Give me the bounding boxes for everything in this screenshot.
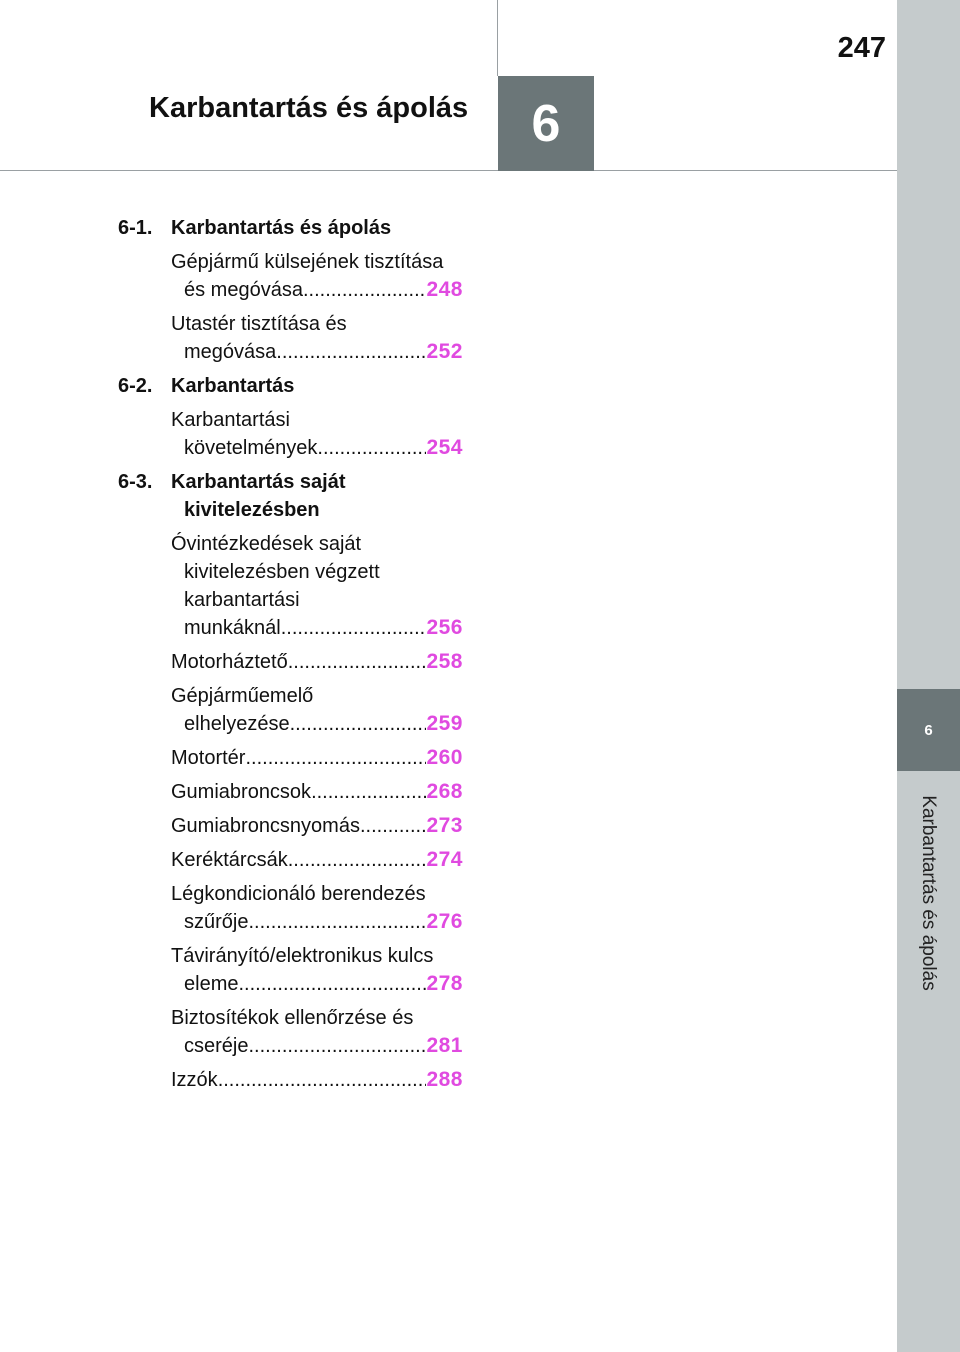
toc-page-link[interactable]: 252 [426, 340, 463, 363]
toc-entry-text: cseréje [184, 1035, 249, 1057]
toc-entry-last-line [184, 1032, 463, 1060]
toc-leader-dots [248, 908, 426, 936]
toc-section [118, 214, 463, 242]
toc-leader-dots [281, 614, 427, 642]
toc-page-link[interactable]: 268 [426, 780, 463, 803]
toc-entry[interactable] [171, 880, 463, 936]
toc-entry-last-line [184, 276, 463, 304]
toc-entry[interactable] [171, 406, 463, 462]
toc-section [118, 372, 463, 400]
toc-entry-line: Gépjárműemelő [171, 685, 314, 707]
toc-entry-line: Utastér tisztítása és [171, 313, 347, 335]
toc-leader-dots [311, 778, 426, 806]
toc-page-link[interactable]: 273 [426, 814, 463, 837]
side-chapter-tab[interactable]: 6 [897, 689, 960, 771]
toc-entry[interactable] [171, 1004, 463, 1060]
toc-entry-line: Biztosítékok ellenőrzése és [171, 1007, 414, 1029]
side-strip [897, 0, 960, 1352]
toc-entry-last-line [184, 908, 463, 936]
chapter-number-box: 6 [498, 76, 594, 171]
toc-entry[interactable] [171, 778, 463, 806]
toc-entry-last-line [184, 434, 463, 462]
toc-entry-text: Motorháztető [171, 651, 288, 673]
toc-section-title: Karbantartás és ápolás [171, 217, 392, 239]
chapter-title: Karbantartás és ápolás [149, 92, 469, 124]
toc-entry-last-line [171, 1066, 463, 1094]
toc-page-link[interactable]: 278 [426, 972, 463, 995]
toc-entry-last-line [184, 710, 463, 738]
toc-page-link[interactable]: 276 [426, 910, 463, 933]
toc-entry-last-line [171, 846, 463, 874]
toc-entry[interactable] [171, 846, 463, 874]
toc-entry[interactable] [171, 744, 463, 772]
toc-entry[interactable] [171, 310, 463, 366]
toc-entry-text: Gumiabroncsnyomás [171, 815, 360, 837]
toc-entry-last-line [184, 614, 463, 642]
toc-entry[interactable] [171, 682, 463, 738]
toc-section-number: 6-3. [118, 471, 153, 493]
toc-entry-line: Gépjármű külsejének tisztítása [171, 251, 444, 273]
toc-entry-text: Motortér [171, 747, 246, 769]
side-chapter-label: Karbantartás és ápolás [918, 795, 939, 991]
toc-entry-last-line [184, 970, 463, 998]
toc-entry-text: követelmények [184, 437, 318, 459]
toc-leader-dots [245, 744, 426, 772]
toc-leader-dots [218, 1066, 427, 1094]
toc-page-link[interactable]: 248 [426, 278, 463, 301]
toc-leader-dots [248, 1032, 426, 1060]
toc-entry-line: kivitelezésben végzett [184, 561, 380, 583]
toc-entry-last-line [184, 338, 463, 366]
toc-entry-last-line [171, 778, 463, 806]
toc-page-link[interactable]: 258 [426, 650, 463, 673]
toc-leader-dots [288, 648, 427, 676]
header-divider-horizontal [0, 170, 897, 171]
toc-leader-dots [238, 970, 426, 998]
toc-entry[interactable] [171, 942, 463, 998]
toc-entry-line: Légkondicionáló berendezés [171, 883, 426, 905]
toc-page-link[interactable]: 260 [426, 746, 463, 769]
toc-section-title: Karbantartás saját kivitelezésben [171, 471, 346, 521]
toc-section-number: 6-2. [118, 375, 153, 397]
toc-leader-dots [317, 434, 426, 462]
toc-entry-text: Keréktárcsák [171, 849, 288, 871]
toc-section [118, 468, 463, 524]
toc-entry-line: karbantartási [184, 589, 300, 611]
toc-entry-last-line [171, 744, 463, 772]
toc-entry-text: eleme [184, 973, 239, 995]
toc-entry[interactable] [171, 1066, 463, 1094]
toc-page-link[interactable]: 281 [426, 1034, 463, 1057]
toc-entry-line: Óvintézkedések saját [171, 533, 362, 555]
toc-entry[interactable] [171, 812, 463, 840]
toc-page-link[interactable]: 256 [426, 616, 463, 639]
toc-leader-dots [303, 276, 426, 304]
page-number: 247 [837, 32, 886, 64]
toc-entry-text: szűrője [184, 911, 249, 933]
toc-entry-line: Távirányító/elektronikus kulcs [171, 945, 434, 967]
toc-leader-dots [288, 846, 427, 874]
toc-entry-line: Karbantartási [171, 409, 290, 431]
toc-entry-last-line [171, 648, 463, 676]
toc-page-link[interactable]: 288 [426, 1068, 463, 1091]
toc-leader-dots [360, 812, 426, 840]
toc-entry-text: megóvása [184, 341, 277, 363]
toc-entry-text: munkáknál [184, 617, 281, 639]
toc-page-link[interactable]: 274 [426, 848, 463, 871]
toc-section-number: 6-1. [118, 217, 153, 239]
toc-entry[interactable] [171, 248, 463, 304]
toc-entry-last-line [171, 812, 463, 840]
toc-entry-text: elhelyezése [184, 713, 290, 735]
toc-page-link[interactable]: 259 [426, 712, 463, 735]
toc-entry-text: Izzók [171, 1069, 218, 1091]
table-of-contents [118, 214, 463, 1100]
header-divider-vertical [497, 0, 498, 76]
toc-leader-dots [290, 710, 427, 738]
toc-leader-dots [276, 338, 426, 366]
toc-entry-text: és megóvása [184, 279, 303, 301]
toc-entry[interactable] [171, 530, 463, 642]
toc-section-title: Karbantartás [171, 375, 295, 397]
toc-page-link[interactable]: 254 [426, 436, 463, 459]
toc-entry[interactable] [171, 648, 463, 676]
toc-entry-text: Gumiabroncsok [171, 781, 312, 803]
